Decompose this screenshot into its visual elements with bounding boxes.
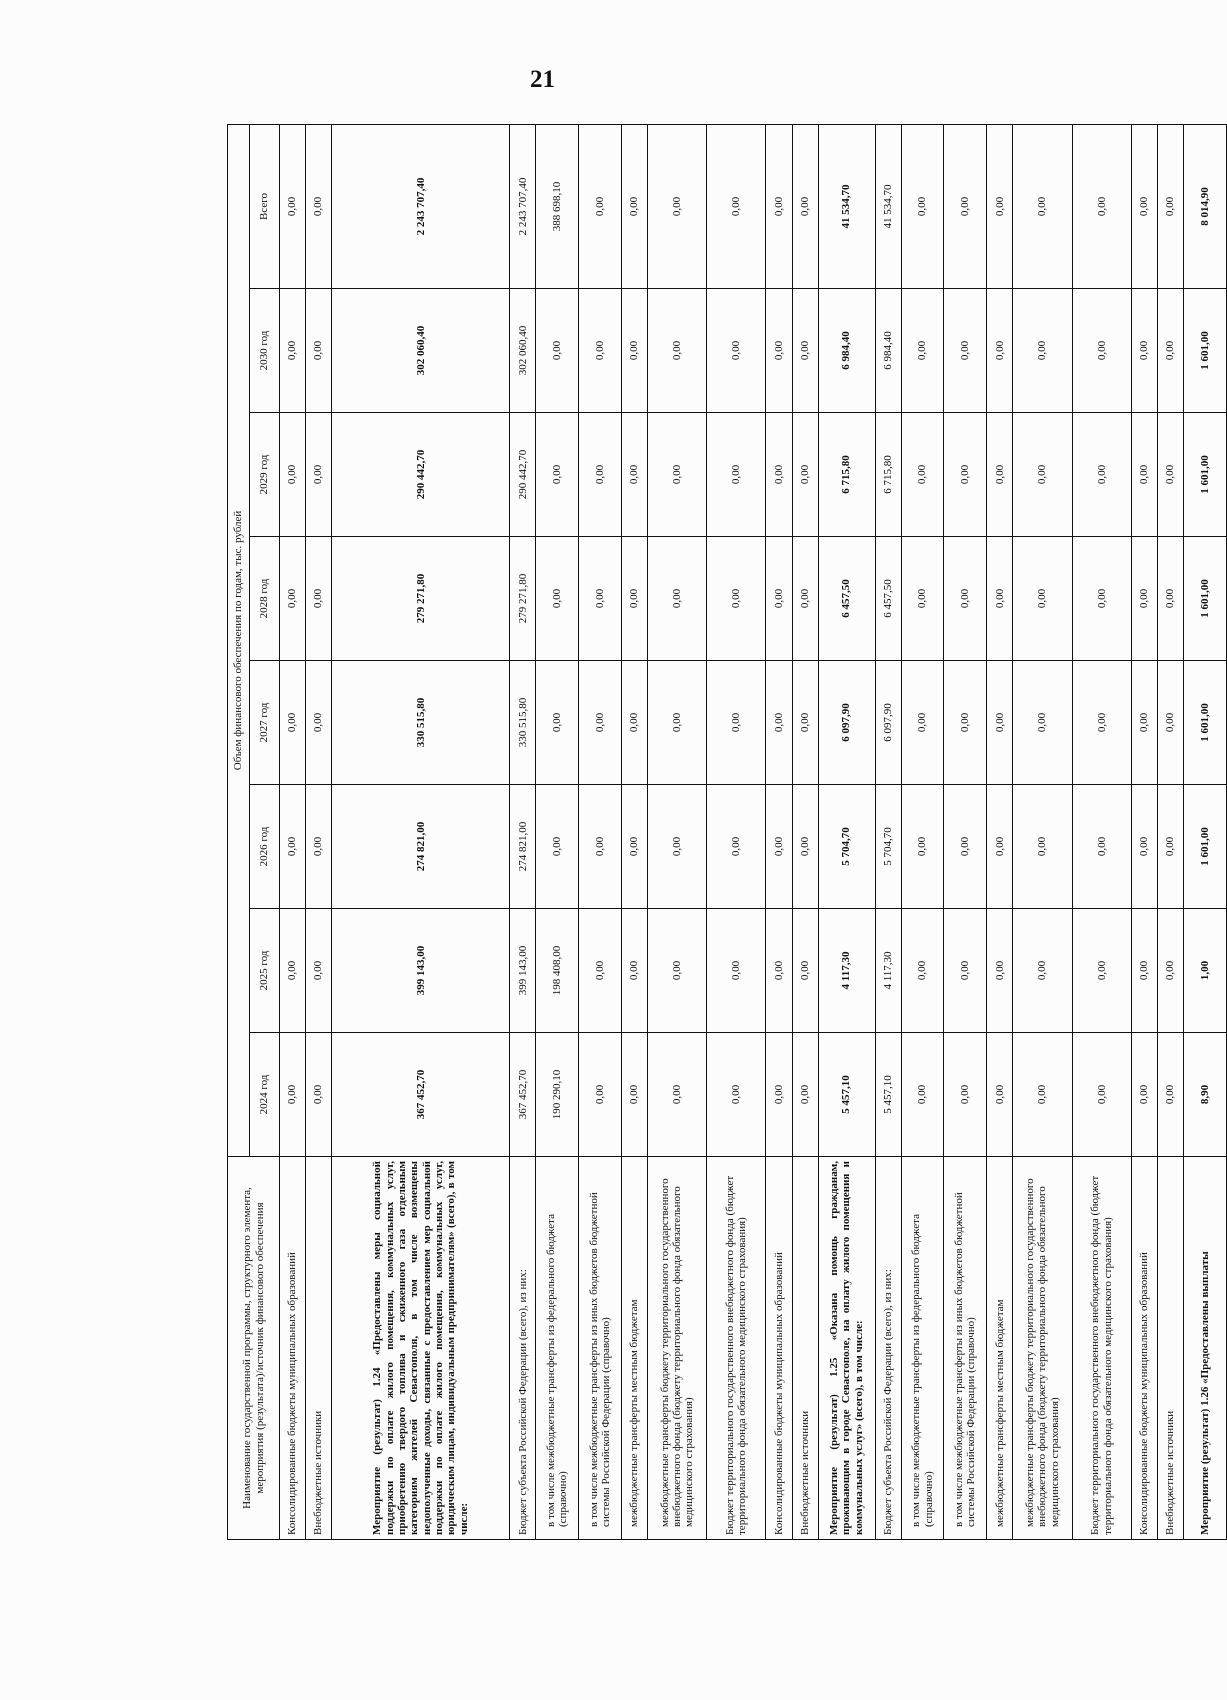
cell-value: 0,00 — [306, 413, 332, 537]
cell-value: 0,00 — [621, 909, 647, 1033]
cell-value: 198 408,00 — [536, 909, 579, 1033]
row-label: межбюджетные трансферты местным бюджетам — [621, 1157, 647, 1540]
cell-value: 0,00 — [280, 785, 306, 909]
table-row — [332, 124, 510, 1539]
cell-total: 0,00 — [766, 124, 792, 288]
cell-value: 0,00 — [707, 413, 766, 537]
cell-value: 399 143,00 — [332, 909, 510, 1033]
rotated-table-container — [227, 125, 1227, 1540]
cell-value: 0,00 — [621, 289, 647, 413]
cell-value: 0,00 — [792, 289, 818, 413]
row-label: Консолидированные бюджеты муниципальных образований — [766, 1157, 792, 1540]
table-row — [944, 124, 987, 1539]
cell-value: 0,00 — [1157, 785, 1183, 909]
cell-value: 6 457,50 — [818, 537, 875, 661]
cell-value: 0,00 — [1131, 909, 1157, 1033]
row-label: в том числе межбюджетные трансферты из иных бюджетов бюджетной системы Российской Федерации (справочно) — [579, 1157, 622, 1540]
table-row — [1131, 124, 1157, 1539]
cell-total: 0,00 — [944, 124, 987, 288]
cell-value: 0,00 — [536, 785, 579, 909]
cell-value: 0,00 — [766, 1033, 792, 1157]
cell-value: 0,00 — [1072, 785, 1131, 909]
table-row — [1013, 124, 1072, 1539]
page-number: 21 — [530, 66, 555, 93]
cell-value: 0,00 — [707, 909, 766, 1033]
cell-value: 0,00 — [1013, 785, 1072, 909]
table-row — [1184, 124, 1227, 1539]
financing-table — [227, 124, 1227, 1540]
cell-value: 0,00 — [1131, 1033, 1157, 1157]
cell-total: 388 698,10 — [536, 124, 579, 288]
cell-value: 0,00 — [987, 289, 1013, 413]
header-year: 2027 год — [250, 661, 280, 785]
cell-value: 0,00 — [792, 785, 818, 909]
cell-value: 0,00 — [707, 537, 766, 661]
header-year: 2025 год — [250, 909, 280, 1033]
cell-value: 0,00 — [1131, 537, 1157, 661]
table-body — [280, 124, 1227, 1539]
cell-value: 399 143,00 — [510, 909, 536, 1033]
cell-value: 4 117,30 — [875, 909, 901, 1033]
cell-total: 8 014,90 — [1184, 124, 1227, 288]
cell-value: 0,00 — [766, 661, 792, 785]
cell-value: 0,00 — [944, 661, 987, 785]
cell-value: 0,00 — [306, 537, 332, 661]
cell-value: 0,00 — [621, 413, 647, 537]
cell-value: 0,00 — [766, 289, 792, 413]
cell-value: 1 601,00 — [1184, 661, 1227, 785]
cell-value: 0,00 — [579, 289, 622, 413]
cell-value: 0,00 — [647, 785, 706, 909]
cell-total: 0,00 — [280, 124, 306, 288]
cell-value: 0,00 — [579, 537, 622, 661]
cell-value: 0,00 — [536, 661, 579, 785]
cell-value: 0,00 — [792, 413, 818, 537]
cell-value: 0,00 — [987, 413, 1013, 537]
cell-value: 0,00 — [792, 909, 818, 1033]
table-row — [1072, 124, 1131, 1539]
cell-value: 6 457,50 — [875, 537, 901, 661]
cell-value: 0,00 — [579, 661, 622, 785]
cell-value: 290 442,70 — [332, 413, 510, 537]
cell-value: 0,00 — [792, 537, 818, 661]
cell-value: 0,00 — [280, 1033, 306, 1157]
cell-value: 0,00 — [1013, 1033, 1072, 1157]
cell-value: 5 457,10 — [875, 1033, 901, 1157]
table-row — [818, 124, 875, 1539]
cell-value: 0,00 — [1131, 289, 1157, 413]
cell-value: 0,00 — [707, 785, 766, 909]
table-row — [987, 124, 1013, 1539]
cell-value: 0,00 — [536, 537, 579, 661]
table-row — [792, 124, 818, 1539]
cell-value: 0,00 — [306, 909, 332, 1033]
cell-value: 0,00 — [944, 909, 987, 1033]
cell-value: 0,00 — [1072, 537, 1131, 661]
cell-value: 0,00 — [579, 785, 622, 909]
header-year: 2030 год — [250, 289, 280, 413]
cell-value: 0,00 — [1131, 413, 1157, 537]
cell-value: 274 821,00 — [332, 785, 510, 909]
cell-value: 290 442,70 — [510, 413, 536, 537]
header-name-column: Наименование государственной программы, структурного элемента, мероприятия (результата)/источник финансового обеспечения — [228, 1157, 280, 1540]
cell-value: 0,00 — [901, 785, 944, 909]
row-label: в том числе межбюджетные трансферты из федерального бюджета (справочно) — [901, 1157, 944, 1540]
table-row — [536, 124, 579, 1539]
table-row — [306, 124, 332, 1539]
cell-value: 0,00 — [306, 1033, 332, 1157]
cell-value: 0,00 — [901, 661, 944, 785]
cell-value: 0,00 — [647, 537, 706, 661]
cell-value: 0,00 — [280, 661, 306, 785]
cell-value: 0,00 — [647, 661, 706, 785]
cell-value: 0,00 — [647, 1033, 706, 1157]
table-row — [766, 124, 792, 1539]
cell-value: 330 515,80 — [332, 661, 510, 785]
cell-value: 0,00 — [579, 1033, 622, 1157]
cell-value: 190 290,10 — [536, 1033, 579, 1157]
table-row — [875, 124, 901, 1539]
header-year: 2029 год — [250, 413, 280, 537]
cell-value: 0,00 — [766, 785, 792, 909]
cell-value: 0,00 — [621, 1033, 647, 1157]
cell-value: 1 601,00 — [1184, 785, 1227, 909]
cell-value: 6 984,40 — [875, 289, 901, 413]
cell-value: 0,00 — [901, 413, 944, 537]
header-total: Всего — [250, 124, 280, 288]
row-label: межбюджетные трансферты бюджету территориального государственного внебюджетного фонда (бюджету территориального фонда обязательного медицинского страхования) — [1013, 1157, 1072, 1540]
cell-value: 0,00 — [647, 413, 706, 537]
cell-value: 0,00 — [306, 785, 332, 909]
cell-value: 0,00 — [1013, 537, 1072, 661]
cell-value: 279 271,80 — [332, 537, 510, 661]
cell-total: 0,00 — [1157, 124, 1183, 288]
cell-value: 0,00 — [1013, 289, 1072, 413]
cell-total: 0,00 — [647, 124, 706, 288]
cell-value: 0,00 — [536, 289, 579, 413]
cell-value: 6 097,90 — [818, 661, 875, 785]
cell-value: 367 452,70 — [510, 1033, 536, 1157]
row-label: Внебюджетные источники — [792, 1157, 818, 1540]
cell-value: 0,00 — [707, 661, 766, 785]
cell-value: 0,00 — [306, 661, 332, 785]
cell-value: 0,00 — [1157, 289, 1183, 413]
cell-total: 0,00 — [792, 124, 818, 288]
cell-value: 0,00 — [1157, 1033, 1183, 1157]
cell-value: 0,00 — [1072, 661, 1131, 785]
cell-value: 1 601,00 — [1184, 537, 1227, 661]
cell-value: 0,00 — [987, 785, 1013, 909]
row-label: Бюджет территориального государственного внебюджетного фонда (бюджет территориального фонда обязательного медицинского страхования) — [707, 1157, 766, 1540]
cell-value: 0,00 — [901, 537, 944, 661]
cell-value: 0,00 — [987, 537, 1013, 661]
row-label: Внебюджетные источники — [306, 1157, 332, 1540]
cell-value: 8,90 — [1184, 1033, 1227, 1157]
cell-value: 0,00 — [944, 537, 987, 661]
row-label: в том числе межбюджетные трансферты из иных бюджетов бюджетной системы Российской Федерации (справочно) — [944, 1157, 987, 1540]
table-row — [647, 124, 706, 1539]
cell-value: 5 457,10 — [818, 1033, 875, 1157]
cell-value: 367 452,70 — [332, 1033, 510, 1157]
cell-value: 6 984,40 — [818, 289, 875, 413]
cell-total: 0,00 — [306, 124, 332, 288]
cell-total: 2 243 707,40 — [332, 124, 510, 288]
cell-value: 0,00 — [1072, 289, 1131, 413]
cell-value: 274 821,00 — [510, 785, 536, 909]
table-row — [510, 124, 536, 1539]
table-row — [707, 124, 766, 1539]
row-label: межбюджетные трансферты местным бюджетам — [987, 1157, 1013, 1540]
cell-value: 0,00 — [944, 289, 987, 413]
cell-value: 0,00 — [1157, 413, 1183, 537]
cell-total: 0,00 — [707, 124, 766, 288]
header-year: 2024 год — [250, 1033, 280, 1157]
cell-value: 6 715,80 — [818, 413, 875, 537]
cell-value: 4 117,30 — [818, 909, 875, 1033]
cell-total: 0,00 — [901, 124, 944, 288]
cell-value: 0,00 — [901, 1033, 944, 1157]
cell-value: 0,00 — [621, 785, 647, 909]
cell-value: 0,00 — [280, 413, 306, 537]
row-label: Консолидированные бюджеты муниципальных образований — [280, 1157, 306, 1540]
row-label: межбюджетные трансферты бюджету территориального государственного внебюджетного фонда (бюджету территориального фонда обязательного медицинского страхования) — [647, 1157, 706, 1540]
header-year: 2028 год — [250, 537, 280, 661]
row-label: Бюджет территориального государственного внебюджетного фонда (бюджет территориального фонда обязательного медицинского страхования) — [1072, 1157, 1131, 1540]
row-label: Мероприятие (результат) 1.25 «Оказана помощь гражданам, проживающим в городе Севастополе, на оплату жилого помещения и коммунальных услуг» (всего), в том числе: — [818, 1157, 875, 1540]
row-label: Мероприятие (результат) 1.26 «Предоставлены выплаты — [1184, 1157, 1227, 1540]
table-row — [901, 124, 944, 1539]
cell-value: 0,00 — [901, 909, 944, 1033]
cell-total: 0,00 — [621, 124, 647, 288]
cell-value: 0,00 — [1157, 661, 1183, 785]
cell-value: 0,00 — [944, 785, 987, 909]
cell-value: 0,00 — [1131, 785, 1157, 909]
cell-value: 0,00 — [766, 909, 792, 1033]
row-label: Мероприятие (результат) 1.24 «Предоставлены меры социальной поддержки по оплате жилого помещения, коммунальных услуг, приобретению твердого топлива и сжиженного газа отдельным категориям жителей Севастополя, в том числе возмещены недополученные доходы, связанные с предоставлением мер социальной поддержки по оплате жилого помещения, коммунальных услуг, юридическим лицам, индивидуальным предпринимателям» (всего), в том числе: — [332, 1157, 510, 1540]
cell-value: 0,00 — [1072, 413, 1131, 537]
cell-value: 0,00 — [944, 413, 987, 537]
cell-value: 0,00 — [987, 909, 1013, 1033]
cell-value: 0,00 — [1013, 413, 1072, 537]
table-row — [621, 124, 647, 1539]
cell-value: 1 601,00 — [1184, 413, 1227, 537]
cell-value: 0,00 — [1131, 661, 1157, 785]
row-label: Бюджет субъекта Российской Федерации (всего), из них: — [875, 1157, 901, 1540]
cell-value: 0,00 — [579, 909, 622, 1033]
cell-value: 0,00 — [707, 289, 766, 413]
cell-value: 0,00 — [579, 413, 622, 537]
cell-value: 0,00 — [536, 413, 579, 537]
header-year: 2026 год — [250, 785, 280, 909]
header-group: Объем финансового обеспечения по годам, тыс. рублей — [228, 124, 250, 1156]
cell-total: 0,00 — [987, 124, 1013, 288]
cell-value: 279 271,80 — [510, 537, 536, 661]
cell-total: 0,00 — [579, 124, 622, 288]
cell-value: 0,00 — [1157, 909, 1183, 1033]
cell-value: 0,00 — [987, 1033, 1013, 1157]
cell-total: 0,00 — [1072, 124, 1131, 288]
cell-value: 0,00 — [766, 537, 792, 661]
cell-value: 0,00 — [647, 289, 706, 413]
row-label: Бюджет субъекта Российской Федерации (всего), из них: — [510, 1157, 536, 1540]
table-row — [1157, 124, 1183, 1539]
cell-value: 302 060,40 — [510, 289, 536, 413]
row-label: Консолидированные бюджеты муниципальных образований — [1131, 1157, 1157, 1540]
cell-value: 0,00 — [987, 661, 1013, 785]
row-label: Внебюджетные источники — [1157, 1157, 1183, 1540]
cell-value: 0,00 — [1072, 909, 1131, 1033]
table-row — [280, 124, 306, 1539]
cell-value: 0,00 — [944, 1033, 987, 1157]
cell-value: 0,00 — [792, 1033, 818, 1157]
cell-value: 330 515,80 — [510, 661, 536, 785]
cell-total: 0,00 — [1013, 124, 1072, 288]
cell-total: 41 534,70 — [818, 124, 875, 288]
table-row — [579, 124, 622, 1539]
cell-value: 0,00 — [280, 537, 306, 661]
cell-value: 0,00 — [621, 537, 647, 661]
cell-value: 0,00 — [306, 289, 332, 413]
cell-value: 0,00 — [280, 289, 306, 413]
row-label: в том числе межбюджетные трансферты из федерального бюджета (справочно) — [536, 1157, 579, 1540]
cell-value: 6 097,90 — [875, 661, 901, 785]
cell-value: 1 601,00 — [1184, 289, 1227, 413]
cell-value: 0,00 — [1072, 1033, 1131, 1157]
cell-value: 6 715,80 — [875, 413, 901, 537]
cell-total: 2 243 707,40 — [510, 124, 536, 288]
cell-value: 0,00 — [1157, 537, 1183, 661]
cell-total: 0,00 — [1131, 124, 1157, 288]
cell-value: 0,00 — [1013, 661, 1072, 785]
cell-value: 0,00 — [280, 909, 306, 1033]
cell-value: 0,00 — [766, 413, 792, 537]
cell-value: 5 704,70 — [818, 785, 875, 909]
cell-value: 0,00 — [707, 1033, 766, 1157]
cell-value: 0,00 — [1013, 909, 1072, 1033]
cell-value: 0,00 — [647, 909, 706, 1033]
cell-value: 0,00 — [792, 661, 818, 785]
cell-value: 0,00 — [621, 661, 647, 785]
cell-value: 5 704,70 — [875, 785, 901, 909]
cell-value: 1,00 — [1184, 909, 1227, 1033]
cell-value: 302 060,40 — [332, 289, 510, 413]
cell-value: 0,00 — [901, 289, 944, 413]
cell-total: 41 534,70 — [875, 124, 901, 288]
